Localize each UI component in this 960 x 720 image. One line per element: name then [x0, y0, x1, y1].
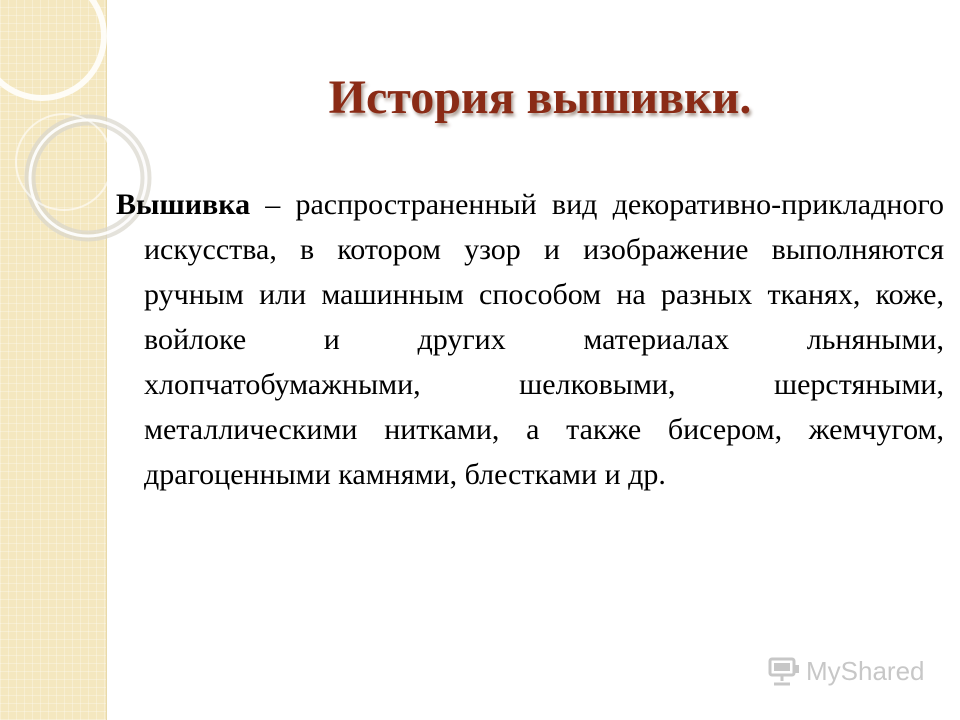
- watermark: [766, 656, 925, 687]
- slide-title: История вышивки.: [328, 71, 752, 124]
- body-definition: – распространенный вид декоративно-прикладного искусства, в котором узор и изображение выполняются ручным или машинным способом на разных тканях, коже, войлоке и других материалах льняными, хлопчатобумажными, шелковыми, шерстяными, металлическими нитками, а также бисером, жемчугом, драгоценными камнями, блестками и др.: [144, 188, 944, 491]
- projector-icon: [766, 657, 802, 687]
- body-term: Вышивка: [116, 188, 251, 221]
- watermark-brand: MyShared: [806, 656, 925, 686]
- slide-body-text: [116, 182, 944, 497]
